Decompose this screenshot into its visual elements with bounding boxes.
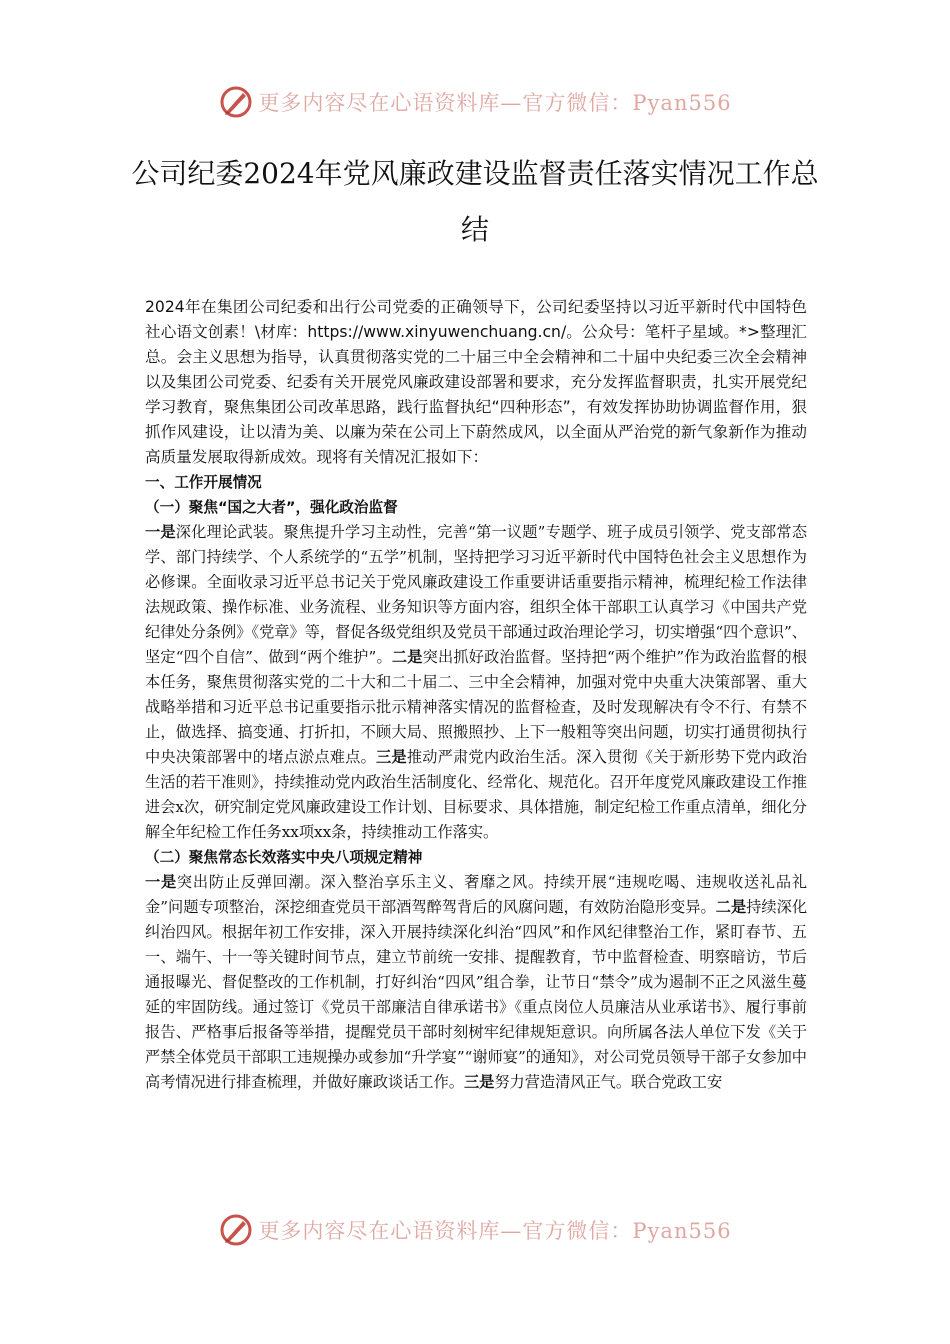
banner-text: 更多内容尽在心语资料库—官方微信：Pyan556 <box>258 1219 732 1243</box>
point-label: 一是 <box>145 873 177 891</box>
point-text: 努力营造清风正气。联合党政工安 <box>494 1073 723 1091</box>
point-label: 三是 <box>376 748 407 766</box>
subsection-heading-2: （二）聚焦常态长效落实中央八项规定精神 <box>145 849 423 866</box>
watermark-banner-top <box>0 82 950 122</box>
point-text: 突出防止反弹回潮。深入整治享乐主义、奢靡之风。持续开展“违规吃喝、违规收送礼品礼金”问题专项整治，深挖细查党员干部酒驾醉驾背后的风腐问题，有效防治隐形变异。 <box>145 873 808 916</box>
point-text: 持续深化纠治四风。根据年初工作安排，深入开展持续深化纠治“四风”和作风纪律整治工作，紧盯春节、五一、端午、十一等关键时间节点，建立节前统一安排、提醒教育，节中监督检查、明察暗访，节后通报曝光、督促整改的工作机制，打好纠治“四风”组合拳，让节日“禁令”成为遏制不正之风滋生蔓延的牢固防线。通过签订《党员干部廉洁自律承诺书》《重点岗位人员廉洁从业承诺书》、履行事前报告、严格事后报备等举措，提醒党员干部时刻树牢纪律规矩意识。向所属各法人单位下发《关于严禁全体党员干部职工违规操办或参加“升学宴”“谢师宴”的通知》，对公司党员领导干部子女参加中高考情况进行排查梳理，并做好廉政谈话工作。 <box>145 898 808 1091</box>
point-text: 推动严肃党内政治生活。深入贯彻《关于新形势下党内政治生活的若干准则》，持续推动党内政治生活制度化、经常化、规范化。召开年度党风廉政建设工作推进会x次，研究制定党风廉政建设工作计划、目标要求、具体措施，制定纪检工作重点清单，细化分解全年纪检工作任务xx项xx条，持续推动工作落实。 <box>145 748 808 841</box>
banner-text: 更多内容尽在心语资料库—官方微信：Pyan556 <box>258 91 732 115</box>
point-label: 一是 <box>145 523 176 541</box>
point-label: 二是 <box>391 648 423 666</box>
point-label: 二是 <box>715 898 747 916</box>
document-body <box>145 295 807 1095</box>
quill-pen-icon <box>218 84 254 120</box>
intro-paragraph: 2024年在集团公司纪委和出行公司党委的正确领导下，公司纪委坚持以习近平新时代中国特色社心语文创素！\材库：https://www.xinyuwenchuang.cn/。公众号：笔杆子星域。*>整理汇总。会主义思想为指导，认真贯彻落实党的二十届三中全会精神和二十届中央纪委三次全会精神以及集团公司党委、纪委有关开展党风廉政建设部署和要求，充分发挥监督职责，扎实开展党纪学习教育，聚焦集团公司改革思路，践行监督执纪“四种形态”，有效发挥协助协调监督作用，狠抓作风建设，让以清为美、以廉为荣在公司上下蔚然成风，以全面从严治党的新气象新作为推动高质量发展取得新成效。现将有关情况汇报如下： <box>145 298 807 466</box>
subsection-2-paragraph <box>145 870 807 1095</box>
point-label: 三是 <box>463 1073 495 1091</box>
point-text: 突出抓好政治监督。坚持把“两个维护”作为政治监督的根本任务，聚焦贯彻落实党的二十大和二十届二、三中全会精神，加强对党中央重大决策部署、重大战略举措和习近平总书记重要指示批示精神落实情况的监督检查，及时发现解决有令不行、有禁不止，做选择、搞变通、打折扣，不顾大局、照搬照抄、上下一般粗等突出问题，切实打通贯彻执行中央决策部署中的堵点淤点难点。 <box>145 648 808 766</box>
quill-pen-icon <box>218 1212 254 1248</box>
subsection-1-paragraph <box>145 520 807 845</box>
document-title: 公司纪委2024年党风廉政建设监督责任落实情况工作总结 <box>131 157 819 246</box>
subsection-heading-1: （一）聚焦“国之大者”，强化政治监督 <box>145 499 398 516</box>
section-heading-1: 一、工作开展情况 <box>145 474 262 491</box>
point-text: 深化理论武装。聚焦提升学习主动性，完善“第一议题”专题学、班子成员引领学、党支部常态学、部门持续学、个人系统学的“五学”机制，坚持把学习习近平新时代中国特色社会主义思想作为必修课。全面收录习近平总书记关于党风廉政建设工作重要讲话重要指示精神，梳理纪检工作法律法规政策、操作标准、业务流程、业务知识等方面内容，组织全体干部职工认真学习《中国共产党纪律处分条例》《党章》等，督促各级党组织及党员干部通过政治理论学习，切实增强“四个意识”、坚定“四个自信”、做到“两个维护”。 <box>145 523 808 666</box>
watermark-banner-bottom <box>0 1210 950 1250</box>
